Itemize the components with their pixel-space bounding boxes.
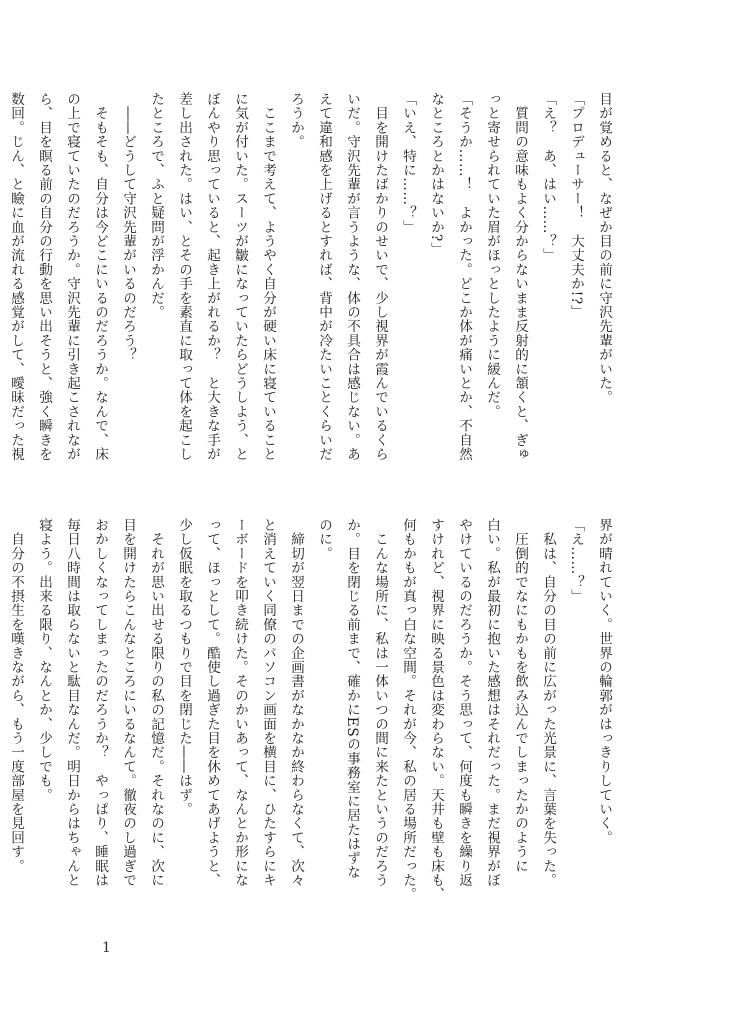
text-line: に気が付いた。スーツが皺になっていたらどうしよう、と [232, 92, 248, 462]
text-line: そもそも、自分は今どこにいるのだろうか。なんで、床 [92, 92, 108, 462]
text-line: と消えていく同僚のパソコン画面を横目に、ひたすらにキ [260, 518, 276, 888]
text-line: 数回。じん、と瞼に血が流れる感覚がして、曖昧だった視 [8, 92, 24, 462]
text-line: やけているのだろうか。そう思って、何度も瞬きを繰り返 [456, 518, 472, 888]
text-line: 「え……？」 [568, 518, 584, 604]
page-number: 1 [102, 940, 111, 956]
text-line: ぼんやり思っていると、起き上がれるか？ と大きな手が [204, 92, 220, 462]
text-line: 差し出された。はい、とその手を素直に取って体を起こし [176, 92, 192, 462]
text-line: 目を開けたばかりのせいで、少し視界が霞んでいるくら [372, 92, 388, 462]
text-line: 「プロデューサー！ 大丈夫か!?」 [568, 92, 584, 319]
text-line: ここまで考えて、ようやく自分が硬い床に寝ていること [260, 92, 276, 462]
text-line: 界が晴れていく。世界の輪郭がはっきりしていく。 [596, 518, 612, 845]
text-line: 寝よう。出来る限り、なんとか、少しでも。 [36, 518, 52, 802]
text-line: 私は、自分の目の前に広がった光景に、言葉を失った。 [540, 518, 556, 888]
text-line: ろうか。 [288, 92, 304, 149]
text-line: 自分の不摂生を嘆きながら、もう一度部屋を見回す。 [8, 518, 24, 873]
text-line: ら、目を瞑る前の自分の行動を思い出そうと、強く瞬きを [36, 92, 52, 462]
text-line: いだ。守沢先輩が言うような、体の不具合は感じない。あ [344, 92, 360, 462]
text-line: ーボードを叩き続けた。そのかいあって、なんとか形にな [232, 518, 248, 888]
text-line: 「そうか……！ よかった。どこか体が痛いとか、不自然 [456, 92, 472, 462]
text-line: えて違和感を上げるとすれば、背中が冷たいことくらいだ [316, 92, 332, 462]
text-line: 質問の意味もよく分からないまま反射的に頷くと、ぎゅ [512, 92, 528, 462]
text-line: たところで、ふと疑問が浮かんだ。 [148, 92, 164, 320]
text-line: こんな場所に、私は一体いつの間に来たというのだろう [372, 518, 388, 888]
text-line: 何もかもが真っ白な空間。それが今、私の居る場所だった。 [400, 518, 416, 902]
text-line: か。目を閉じる前まで、確かにESの事務室に居たはずな [344, 518, 360, 880]
text-line: 少し仮眠を取るつもりで目を閉じた――はず。 [176, 518, 192, 817]
text-line: のに。 [316, 518, 332, 561]
text-line: っと寄せられていた眉がほっとしたように緩んだ。 [484, 92, 500, 419]
lower-text-block [8, 518, 618, 928]
text-line: 目を開けたらこんなところにいるなんて。徹夜のし過ぎで [120, 518, 136, 888]
text-line: 目が覚めると、なぜか目の前に守沢先輩がいた。 [596, 92, 612, 405]
text-line: すけれど、視界に映る景色は変わらない。天井も壁も床も、 [428, 518, 444, 902]
text-line: 白い。私が最初に抱いた感想はそれだった。まだ視界がぼ [484, 518, 500, 888]
text-line: 圧倒的でなにもかもを飲み込んでしまったかのように [512, 518, 528, 873]
text-line: 「いえ、特に……？」 [400, 92, 416, 234]
text-line: 毎日八時間は取らないと駄目なんだ。明日からはちゃんと [64, 518, 80, 888]
text-line: なところとかはないか?」 [428, 92, 444, 257]
upper-text-block [8, 92, 618, 502]
text-line: ――どうして守沢先輩がいるのだろう？ [120, 92, 136, 362]
text-line: って、ほっとして。酷使し過ぎた目を休めてあげようと、 [204, 518, 220, 888]
text-line: それが思い出せる限りの私の記憶だ。それなのに、次に [148, 518, 164, 888]
text-line: 締切が翌日までの企画書がなかなか終わらなくて、次々 [288, 518, 304, 888]
text-line: おかしくなってしまったのだろうか？ やっぱり、睡眠は [92, 518, 108, 888]
text-line: 「え？ あ、はい……？」 [540, 92, 556, 263]
text-line: の上で寝ていたのだろうか。守沢先輩に引き起こされなが [64, 92, 80, 462]
